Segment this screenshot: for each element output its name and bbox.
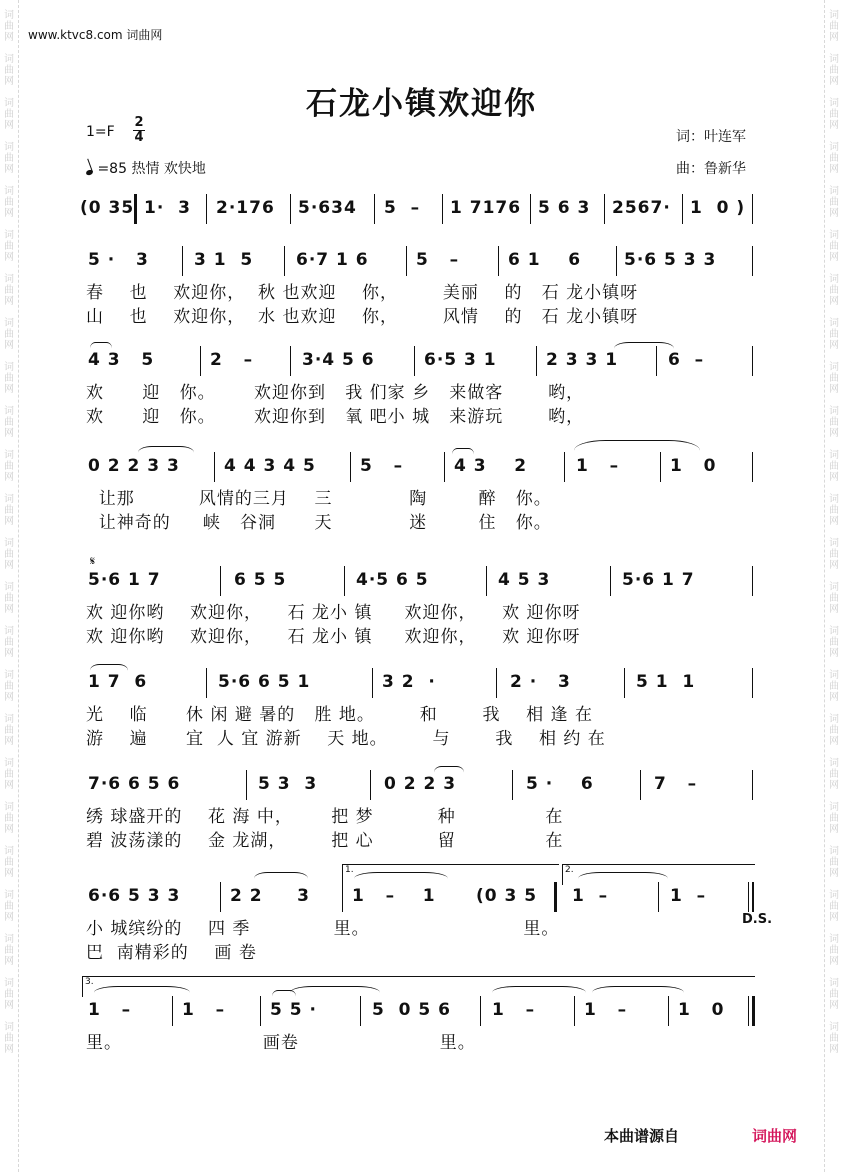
second-ending-bracket: 2. — [562, 864, 755, 885]
lyric-verse-1: 绣 球盛开的 花 海 中， 把 梦 种 在 — [86, 807, 564, 827]
barline — [668, 996, 669, 1026]
measure-notes: 1 0 ) — [690, 198, 746, 218]
barline — [480, 996, 481, 1026]
barline — [752, 566, 753, 596]
measure-notes: 3 2 · — [382, 672, 436, 692]
measure-notes: 1 7176 — [450, 198, 522, 218]
measure-notes: 5·6 1 7 — [88, 570, 161, 590]
measure-notes: 1 – — [670, 886, 707, 906]
measure-notes: 1 – — [576, 456, 620, 476]
measure-notes: 2 2 3 — [230, 886, 310, 906]
barline — [172, 996, 173, 1026]
measure-notes: 0 2 2 3 — [384, 774, 457, 794]
measure-notes: 6·5 3 1 — [424, 350, 497, 370]
lyric-verse-1: 欢 迎你哟 欢迎你， 石 龙小 镇 欢迎你， 欢 迎你呀 — [86, 603, 581, 623]
measure-notes: 1 0 — [670, 456, 717, 476]
barline — [350, 452, 351, 482]
measure-notes: 4 4 3 4 5 — [224, 456, 316, 476]
measure-notes: 1 – — [492, 1000, 536, 1020]
tempo-marking — [86, 158, 206, 178]
barline — [200, 346, 201, 376]
barline — [512, 770, 513, 800]
score-row-2 — [78, 250, 758, 327]
lyric-verse-2: 山 也 欢迎你， 水 也欢迎 你， 风情 的 石 龙小镇呀 — [86, 307, 639, 327]
time-signature-bottom: 4 — [134, 130, 144, 145]
barline — [486, 566, 487, 596]
lyric-verse-1: 让那 风情的三月 三 陶 醉 你。 — [86, 489, 552, 509]
measure-notes: 5 3 3 — [258, 774, 318, 794]
measure-notes: 4 5 3 — [498, 570, 551, 590]
barline — [656, 346, 657, 376]
measure-notes: 5 · 6 — [526, 774, 594, 794]
first-ending-bracket: 1. — [342, 864, 559, 885]
dal-segno-marking: D.S. — [742, 912, 773, 927]
measure-notes: 1 0 — [678, 1000, 725, 1020]
barline — [658, 882, 659, 912]
barline — [220, 882, 221, 912]
final-barline — [752, 996, 755, 1026]
barline — [284, 246, 285, 276]
measure-notes: 4 3 5 — [88, 350, 155, 370]
lyric-verse-2: 游 遍 宜 人 宜 游新 天 地。 与 我 相 约 在 — [86, 729, 606, 749]
repeat-barline — [134, 194, 137, 224]
measure-notes: 1 – — [88, 1000, 132, 1020]
lyricist-credit: 词：叶连军 — [676, 129, 746, 145]
measure-notes: 2·176 — [216, 198, 275, 218]
composer-credit: 曲：鲁新华 — [676, 161, 746, 177]
lyric-verse-2: 巴 南精彩的 画 卷 — [86, 943, 257, 963]
lyric-verse-1: 小 城缤纷的 四 季 里。 里。 — [86, 919, 560, 939]
measure-notes: 6 5 5 — [234, 570, 287, 590]
measure-notes: 3 1 5 — [194, 250, 254, 270]
barline — [752, 346, 753, 376]
tempo-text: =85 热情 欢快地 — [97, 161, 206, 177]
barline — [342, 882, 343, 912]
barline — [498, 246, 499, 276]
measure-notes: 0 2 2 3 3 — [88, 456, 180, 476]
quarter-note-icon — [85, 169, 93, 176]
lyric-verse-2: 欢 迎 你。 欢迎你到 氧 吧小 城 来游玩 哟， — [86, 407, 585, 427]
barline — [442, 194, 443, 224]
measure-notes: 1 – — [584, 1000, 628, 1020]
barline — [374, 194, 375, 224]
measure-notes: 5 0 5 6 — [372, 1000, 451, 1020]
measure-notes: 3·4 5 6 — [302, 350, 375, 370]
footer-brand-link[interactable]: 词曲网 — [752, 1127, 798, 1145]
footer-source-label: 本曲谱源自 — [604, 1127, 680, 1145]
repeat-barline — [554, 882, 557, 912]
barline — [748, 996, 749, 1026]
barline — [748, 882, 749, 912]
measure-notes: 5 1 1 — [636, 672, 696, 692]
lyric-verse-1: 里。 画卷 里。 — [86, 1033, 476, 1053]
barline — [220, 566, 221, 596]
tie-mark — [578, 872, 668, 885]
segno-icon: 𝄋 — [90, 554, 96, 568]
score-row-9 — [78, 977, 758, 1053]
measure-notes: 1 – 1 — [352, 886, 436, 906]
measure-notes: 2 – — [210, 350, 254, 370]
time-signature — [133, 116, 145, 145]
tie-mark — [290, 986, 380, 999]
barline — [752, 246, 753, 276]
barline — [414, 346, 415, 376]
measure-notes: 2 · 3 — [510, 672, 571, 692]
barline — [290, 346, 291, 376]
score-row-4 — [78, 456, 758, 533]
measure-notes: 5·6 6 5 1 — [218, 672, 311, 692]
score-row-6 — [78, 672, 758, 749]
barline — [536, 346, 537, 376]
barline — [682, 194, 683, 224]
tie-mark — [254, 872, 308, 885]
measure-notes: 1· 3 — [144, 198, 191, 218]
barline — [206, 668, 207, 698]
barline — [214, 452, 215, 482]
lyric-verse-1: 光 临 休 闲 避 暑的 胜 地。 和 我 相 逢 在 — [86, 705, 593, 725]
measure-notes: 5 – — [416, 250, 460, 270]
measure-notes: 4 3 2 — [454, 456, 528, 476]
barline — [370, 770, 371, 800]
barline — [406, 246, 407, 276]
measure-notes: 2 3 3 1 — [546, 350, 619, 370]
measure-notes: 5·634 — [298, 198, 357, 218]
measure-notes: 4·5 6 5 — [356, 570, 429, 590]
barline — [260, 996, 261, 1026]
measure-notes: 5 · 3 — [88, 250, 149, 270]
measure-notes: 6 – — [668, 350, 705, 370]
barline — [610, 566, 611, 596]
measure-notes: 5 6 3 — [538, 198, 591, 218]
measure-notes: 5·6 5 3 3 — [624, 250, 717, 270]
page-title: 石龙小镇欢迎你 — [306, 86, 537, 122]
third-ending-bracket: 3. — [82, 976, 755, 997]
barline — [564, 452, 565, 482]
measure-notes: (0 35 — [80, 198, 135, 218]
measure-notes: 7·6 6 5 6 — [88, 774, 181, 794]
score-row-7 — [78, 774, 758, 851]
barline — [530, 194, 531, 224]
measure-notes: 6 1 6 — [508, 250, 582, 270]
barline — [624, 668, 625, 698]
measure-notes: 6·7 1 6 — [296, 250, 369, 270]
barline — [206, 194, 207, 224]
lyric-verse-1: 春 也 欢迎你， 秋 也欢迎 你， 美丽 的 石 龙小镇呀 — [86, 283, 639, 303]
left-watermark-text: 词 曲 网 词 曲 网 词 曲 网 词 曲 网 词 曲 网 词 曲 网 词 曲 网 词 曲 网 词 曲 网 词 曲 网 词 曲 网 词 曲 网 词 曲 网 词 曲 网 词 曲 网 词 曲 网 词 曲 网 词 曲 网 词 曲 网 词 曲 网 词 曲 网 词 曲 网 词 曲 网 词 曲 网 — [4, 10, 14, 1055]
left-watermark-strip — [0, 0, 19, 1172]
barline — [246, 770, 247, 800]
measure-notes: 5·6 1 7 — [622, 570, 695, 590]
site-url[interactable]: www.ktvc8.com 词曲网 — [28, 28, 163, 42]
measure-notes: 1 7 6 — [88, 672, 148, 692]
tie-mark — [354, 872, 448, 885]
lyric-verse-2: 欢 迎你哟 欢迎你， 石 龙小 镇 欢迎你， 欢 迎你呀 — [86, 627, 581, 647]
measure-notes: (0 3 5 — [476, 886, 538, 906]
measure-notes: 5 – — [384, 198, 421, 218]
measure-notes: 1 – — [182, 1000, 226, 1020]
time-signature-top: 2 — [134, 115, 144, 130]
score-row-5 — [78, 554, 758, 647]
barline — [604, 194, 605, 224]
tie-mark — [592, 986, 684, 999]
lyric-verse-1: 欢 迎 你。 欢迎你到 我 们家 乡 来做客 哟， — [86, 383, 585, 403]
key-signature: 1=F — [86, 124, 115, 140]
lyric-verse-2: 碧 波荡漾的 金 龙湖， 把 心 留 在 — [86, 831, 564, 851]
barline — [752, 770, 753, 800]
barline — [616, 246, 617, 276]
tie-mark — [94, 986, 190, 999]
barline — [290, 194, 291, 224]
barline — [574, 996, 575, 1026]
score-row-3 — [78, 350, 758, 427]
score-row-1 — [78, 198, 758, 224]
double-barline — [752, 882, 754, 912]
measure-notes: 6·6 5 3 3 — [88, 886, 181, 906]
measure-notes: 5 5 · — [270, 1000, 317, 1020]
score-row-8 — [78, 865, 773, 963]
barline — [752, 452, 753, 482]
barline — [660, 452, 661, 482]
measure-notes: 2567· — [612, 198, 671, 218]
barline — [444, 452, 445, 482]
tie-mark — [492, 986, 586, 999]
barline — [372, 668, 373, 698]
barline — [752, 668, 753, 698]
barline — [360, 996, 361, 1026]
measure-notes: 7 – — [654, 774, 698, 794]
lyric-verse-2: 让神奇的 峡 谷洞 天 迷 住 你。 — [86, 513, 552, 533]
measure-notes: 5 – — [360, 456, 404, 476]
right-watermark-strip — [824, 0, 843, 1172]
barline — [752, 194, 753, 224]
measure-notes: 1 – — [572, 886, 609, 906]
barline — [344, 566, 345, 596]
barline — [640, 770, 641, 800]
right-watermark-text: 词 曲 网 词 曲 网 词 曲 网 词 曲 网 词 曲 网 词 曲 网 词 曲 网 词 曲 网 词 曲 网 词 曲 网 词 曲 网 词 曲 网 词 曲 网 词 曲 网 词 曲 网 词 曲 网 词 曲 网 词 曲 网 词 曲 网 词 曲 网 词 曲 网 词 曲 网 词 曲 网 词 曲 网 — [829, 10, 839, 1055]
barline — [496, 668, 497, 698]
barline — [182, 246, 183, 276]
